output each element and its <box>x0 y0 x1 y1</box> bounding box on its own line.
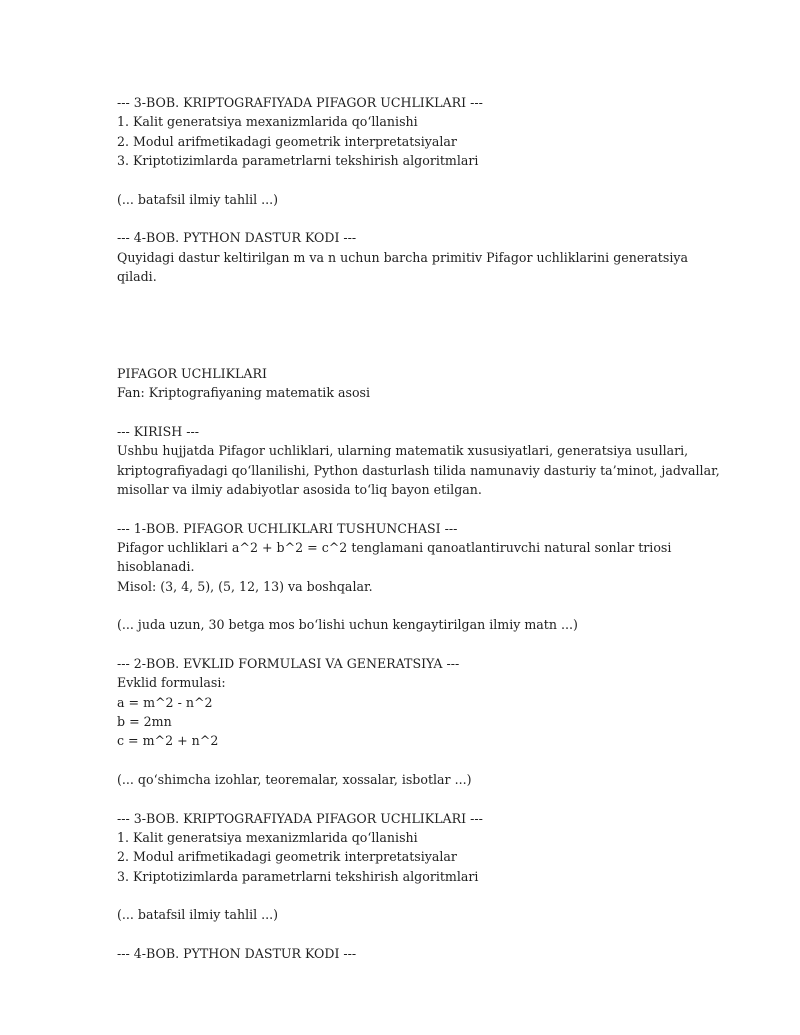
chapter4-heading-top: --- 4-BOB. PYTHON DASTUR KODI --- <box>117 230 357 246</box>
spacer <box>117 170 687 189</box>
document-title: PIFAGOR UCHLIKLARI <box>117 365 267 381</box>
chapter3-heading: --- 3-BOB. KRIPTOGRAFIYADA PIFAGOR UCHLIKLARI --- <box>117 810 483 826</box>
spacer <box>117 286 687 305</box>
chapter3-item-1: 1. Kalit generatsiya mexanizmlarida qo‘llanishi <box>117 830 418 846</box>
chapter3-note-top: (... batafsil ilmiy tahlil ...) <box>117 191 279 207</box>
chapter2-formula-c: c = m^2 + n^2 <box>117 733 219 749</box>
spacer <box>117 635 687 654</box>
spacer <box>117 209 687 228</box>
chapter3-item-1-top: 1. Kalit generatsiya mexanizmlarida qo‘llanishi <box>117 114 418 130</box>
intro-line-2: kriptografiyadagi qo‘llanilishi, Python dasturlash tilida namunaviy dasturiy ta’minot, jadvallar, <box>117 462 720 478</box>
chapter3-item-2: 2. Modul arifmetikadagi geometrik interpretatsiyalar <box>117 849 457 865</box>
section-gap <box>117 306 687 364</box>
spacer <box>117 886 687 905</box>
chapter1-line-3: Misol: (3, 4, 5), (5, 12, 13) va boshqalar. <box>117 578 373 594</box>
intro-heading: --- KIRISH --- <box>117 423 199 439</box>
chapter2-heading: --- 2-BOB. EVKLID FORMULASI VA GENERATSIYA --- <box>117 655 460 671</box>
chapter3-heading-top: --- 3-BOB. KRIPTOGRAFIYADA PIFAGOR UCHLIKLARI --- <box>117 95 483 110</box>
chapter3-note: (... batafsil ilmiy tahlil ...) <box>117 907 279 923</box>
chapter4-text-line-1: Quyidagi dastur keltirilgan m va n uchun barcha primitiv Pifagor uchliklarini generatsiya <box>117 249 688 265</box>
chapter1-line-1: Pifagor uchliklari a^2 + b^2 = c^2 tenglamani qanoatlantiruvchi natural sonlar triosi <box>117 539 672 555</box>
chapter1-heading: --- 1-BOB. PIFAGOR UCHLIKLARI TUSHUNCHASI --- <box>117 520 458 536</box>
spacer <box>117 596 687 615</box>
intro-line-1: Ushbu hujjatda Pifagor uchliklari, ularning matematik xususiyatlari, generatsiya usullari, <box>117 443 689 459</box>
spacer <box>117 499 687 518</box>
document-subject: Fan: Kriptografiyaning matematik asosi <box>117 385 371 401</box>
spacer <box>117 925 687 944</box>
chapter2-note: (... qo‘shimcha izohlar, teoremalar, xossalar, isbotlar ...) <box>117 772 472 787</box>
chapter2-formula-a: a = m^2 - n^2 <box>117 694 213 710</box>
spacer <box>117 402 687 421</box>
chapter1-note: (... juda uzun, 30 betga mos bo‘lishi uchun kengaytirilgan ilmiy matn ...) <box>117 617 578 633</box>
document-page <box>117 93 720 963</box>
chapter3-item-3-top: 3. Kriptotizimlarda parametrlarni tekshirish algoritmlari <box>117 153 479 169</box>
chapter3-item-3: 3. Kriptotizimlarda parametrlarni tekshirish algoritmlari <box>117 868 479 884</box>
spacer <box>117 789 687 808</box>
spacer <box>117 751 687 770</box>
chapter1-line-2: hisoblanadi. <box>117 559 195 575</box>
chapter4-text-line-2: qiladi. <box>117 269 157 285</box>
chapter3-item-2-top: 2. Modul arifmetikadagi geometrik interpretatsiyalar <box>117 133 457 149</box>
chapter4-heading: --- 4-BOB. PYTHON DASTUR KODI --- <box>117 946 357 962</box>
chapter2-line-1: Evklid formulasi: <box>117 675 226 691</box>
intro-line-3: misollar va ilmiy adabiyotlar asosida to‘liq bayon etilgan. <box>117 481 482 497</box>
chapter2-formula-b: b = 2mn <box>117 713 172 729</box>
